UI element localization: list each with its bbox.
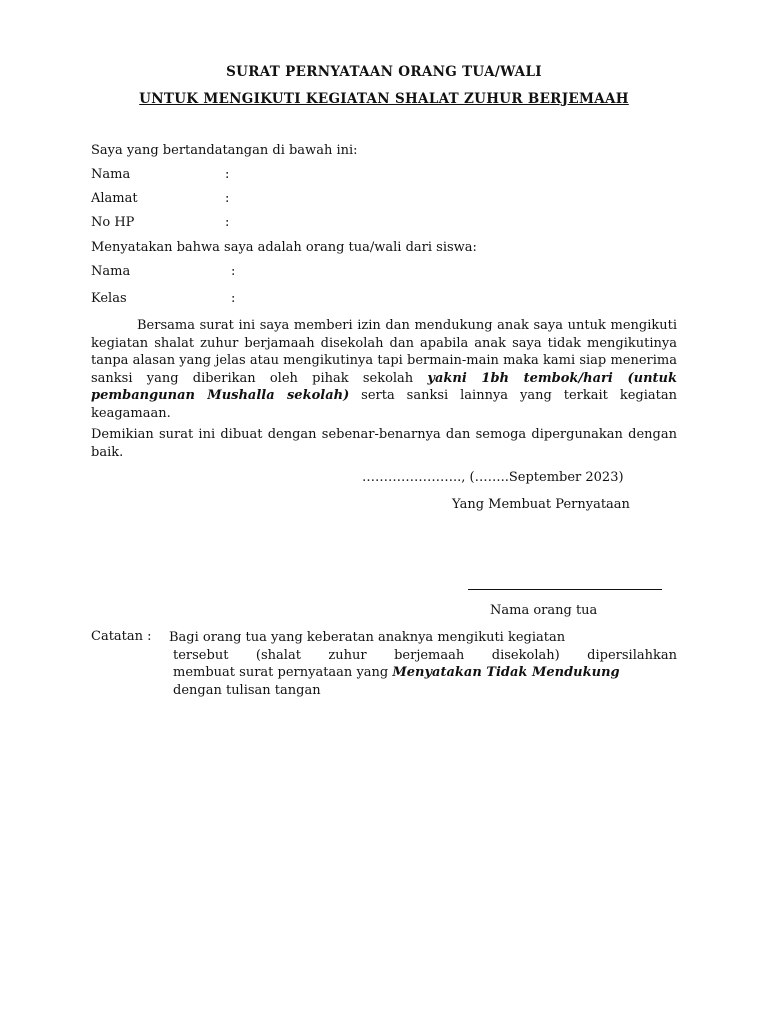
body-emphasis: yakni 1bh tembok/hari (untuk pembangunan Mushalla sekolah) bbox=[91, 370, 677, 403]
statement-text: Menyatakan bahwa saya adalah orang tua/wali dari siswa: bbox=[91, 240, 477, 255]
body-paragraph bbox=[91, 317, 677, 422]
field-label: Nama bbox=[91, 167, 131, 182]
field-label: Alamat bbox=[91, 191, 138, 206]
parent-address-field bbox=[91, 191, 138, 206]
student-name-field bbox=[91, 264, 130, 279]
note-body bbox=[171, 629, 677, 699]
parent-phone-field bbox=[91, 215, 134, 230]
note-emphasis: Menyatakan Tidak Mendukung bbox=[392, 665, 620, 680]
note-line: dengan tulisan tangan bbox=[173, 682, 321, 698]
student-class-field bbox=[91, 291, 127, 306]
parent-name-label: Nama orang tua bbox=[490, 603, 598, 618]
field-label: Nama bbox=[91, 264, 131, 279]
note-label: Catatan : bbox=[91, 629, 152, 644]
maker-label: Yang Membuat Pernyataan bbox=[452, 497, 630, 512]
signature-line bbox=[468, 589, 662, 590]
place-date: ………………….., (……..September 2023) bbox=[362, 470, 624, 485]
field-colon: : bbox=[225, 167, 230, 182]
note-line: Bagi orang tua yang keberatan anaknya mengikuti kegiatan bbox=[169, 630, 566, 645]
field-colon: : bbox=[225, 215, 230, 230]
note-text: membuat surat pernyataan yang bbox=[173, 665, 393, 680]
field-label: Kelas bbox=[91, 291, 127, 306]
document-subtitle: UNTUK MENGIKUTI KEGIATAN SHALAT ZUHUR BERJEMAAH bbox=[139, 91, 629, 107]
closing-paragraph: Demikian surat ini dibuat dengan sebenar-benarnya dan semoga dipergunakan dengan baik. bbox=[91, 427, 677, 460]
parent-name-field bbox=[91, 167, 130, 182]
field-label: No HP bbox=[91, 215, 135, 230]
field-colon: : bbox=[231, 264, 236, 279]
document-title: SURAT PERNYATAAN ORANG TUA/WALI bbox=[226, 64, 542, 80]
note-line bbox=[173, 664, 677, 682]
field-colon: : bbox=[225, 191, 230, 206]
field-colon: : bbox=[231, 291, 236, 306]
body-text-part2: serta sanksi lainnya yang terkait kegiatan keagamaan. bbox=[91, 388, 677, 421]
body-text-part1: Bersama surat ini saya memberi izin dan mendukung anak saya untuk mengikuti kegiatan shalat zuhur berjamaah disekolah dan apabila anak saya tidak mengikutinya tanpa alasan yang jelas atau mengikutinya tapi bermain-main maka kami siap menerima sanksi yang diberikan oleh pihak sekolah bbox=[91, 318, 677, 386]
note-line: tersebut (shalat zuhur berjemaah disekolah) dipersilahkan bbox=[173, 647, 677, 663]
intro-text: Saya yang bertandatangan di bawah ini: bbox=[91, 143, 358, 158]
